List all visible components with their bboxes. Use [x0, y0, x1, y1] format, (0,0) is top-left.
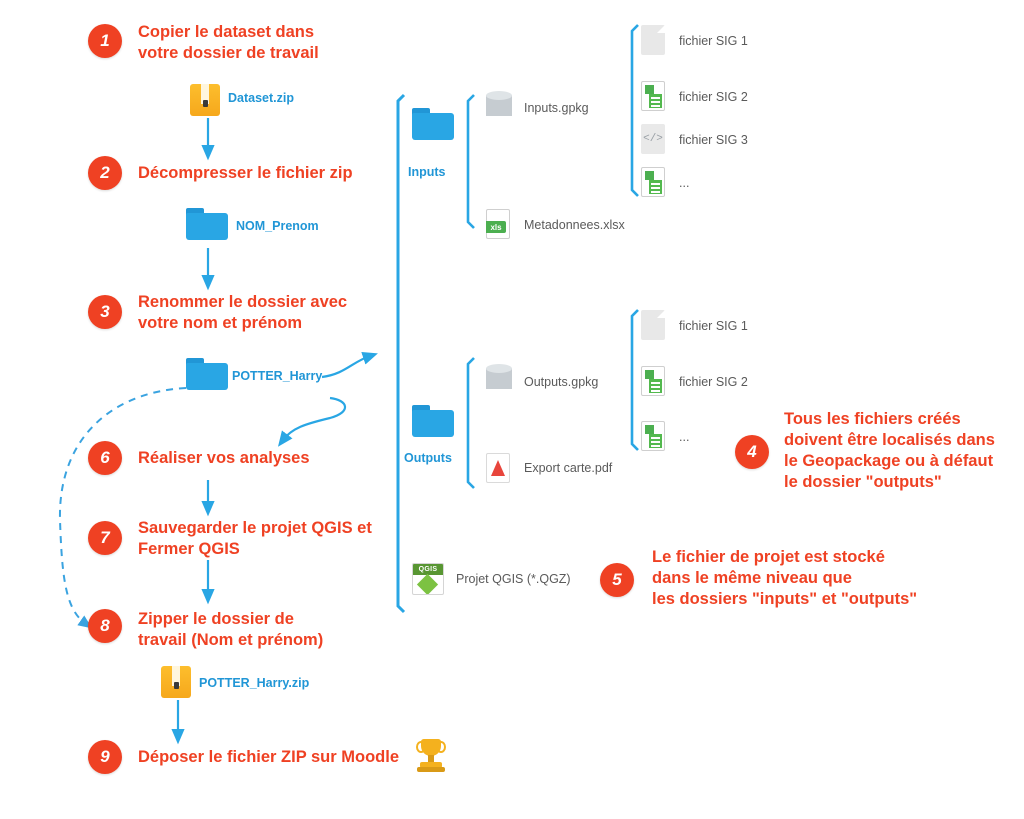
db-ellipse-bottom — [486, 380, 512, 389]
sig-output-label-2: fichier SIG 2 — [679, 375, 748, 389]
sig-input-label-2: fichier SIG 2 — [679, 90, 748, 104]
step-badge-7: 7 — [88, 521, 122, 555]
folder-nom-prenom-icon — [186, 208, 228, 240]
db-ellipse-bottom — [486, 107, 512, 116]
sig-input-doc-2-icon — [641, 81, 665, 111]
zip-file-icon — [190, 84, 220, 116]
sig-input-label-1: fichier SIG 1 — [679, 34, 748, 48]
step-text-5-line-2: dans le même niveau que — [652, 569, 852, 587]
step-text-4 — [784, 409, 1019, 493]
projet-qgis-icon — [412, 563, 444, 595]
step-text-5 — [652, 547, 952, 610]
sig-output-label-1: fichier SIG 1 — [679, 319, 748, 333]
step-text-8-line-2: travail (Nom et prénom) — [138, 631, 324, 649]
doc-marker — [645, 85, 654, 94]
inputs-gpkg-label: Inputs.gpkg — [524, 101, 589, 115]
db-ellipse-mid — [486, 372, 512, 381]
export-pdf-icon — [486, 453, 510, 483]
trophy-base-bottom — [417, 767, 445, 772]
step-text-7-line-1: Sauvegarder le projet QGIS et — [138, 519, 372, 537]
sig-input-doc-1-icon — [641, 25, 665, 55]
doc-sheet — [649, 434, 662, 448]
pdf-glyph — [491, 460, 505, 476]
export-pdf-label: Export carte.pdf — [524, 461, 613, 475]
sig-input-doc-3-icon: </> — [641, 124, 665, 154]
doc-marker — [645, 425, 654, 434]
step-text-5-line-1: Le fichier de projet est stocké — [652, 548, 885, 566]
folder-body — [186, 363, 228, 390]
sig-output-doc-1-icon — [641, 310, 665, 340]
folder-inputs-label: Inputs — [408, 165, 446, 179]
step-text-3-line-2: votre nom et prénom — [138, 314, 303, 332]
sig-output-label-3: ... — [679, 430, 690, 444]
metadonnees-label: Metadonnees.xlsx — [524, 218, 625, 232]
step-text-1 — [138, 22, 378, 64]
folder-outputs-label: Outputs — [404, 451, 452, 465]
step-badge-5: 5 — [600, 563, 634, 597]
step-text-3-line-1: Renommer le dossier avec — [138, 293, 348, 311]
sig-output-doc-2-icon — [641, 366, 665, 396]
doc-sheet — [649, 379, 662, 393]
step-text-4-line-3: le Geopackage ou à défaut — [784, 452, 994, 470]
outputs-gpkg-icon — [486, 364, 512, 394]
step-badge-6: 6 — [88, 441, 122, 475]
step-text-9: Déposer le fichier ZIP sur Moodle — [138, 748, 400, 766]
db-ellipse-top — [486, 91, 512, 100]
outputs-gpkg-label: Outputs.gpkg — [524, 375, 599, 389]
step-text-7 — [138, 518, 398, 560]
db-ellipse-top — [486, 364, 512, 373]
step-badge-9: 9 — [88, 740, 122, 774]
sig-input-label-3: fichier SIG 3 — [679, 133, 748, 147]
step-badge-4: 4 — [735, 435, 769, 469]
step-text-8-line-1: Zipper le dossier de — [138, 610, 294, 628]
inputs-gpkg-icon — [486, 91, 512, 121]
zip-potter-label: POTTER_Harry.zip — [199, 676, 310, 690]
step-text-2: Décompresser le fichier zip — [138, 164, 353, 182]
xls-badge: xls — [486, 221, 506, 233]
step-text-4-line-2: doivent être localisés dans — [784, 431, 995, 449]
folder-body — [412, 410, 454, 437]
step-text-8 — [138, 609, 368, 651]
folder-body — [412, 113, 454, 140]
folder-nom-prenom-label: NOM_Prenom — [236, 219, 319, 233]
step-text-1-line-1: Copier le dataset dans — [138, 23, 315, 41]
trophy-icon — [414, 737, 448, 773]
folder-body — [186, 213, 228, 240]
sig-input-doc-4-icon — [641, 167, 665, 197]
step-badge-8: 8 — [88, 609, 122, 643]
metadonnees-xlsx-icon — [486, 209, 510, 239]
folder-potter-label: POTTER_Harry — [232, 369, 323, 383]
trophy-stem — [428, 755, 434, 762]
sig-input-label-4: ... — [679, 176, 690, 190]
projet-qgis-label: Projet QGIS (*.QGZ) — [456, 572, 571, 586]
qgis-diamond — [417, 574, 438, 595]
step-text-1-line-2: votre dossier de travail — [138, 44, 319, 62]
step-badge-3: 3 — [88, 295, 122, 329]
step-text-3 — [138, 292, 388, 334]
step-badge-1: 1 — [88, 24, 122, 58]
sig-output-doc-3-icon — [641, 421, 665, 451]
step-text-4-line-1: Tous les fichiers créés — [784, 410, 961, 428]
step-badge-2: 2 — [88, 156, 122, 190]
doc-marker — [645, 370, 654, 379]
step-text-7-line-2: Fermer QGIS — [138, 540, 240, 558]
zip-potter-icon — [161, 666, 191, 698]
step-text-6: Réaliser vos analyses — [138, 449, 310, 467]
doc-marker — [645, 171, 654, 180]
folder-outputs-icon — [412, 405, 454, 437]
step-text-4-line-4: le dossier "outputs" — [784, 473, 942, 491]
folder-potter-icon — [186, 358, 228, 390]
doc-sheet — [649, 180, 662, 194]
doc-sheet — [649, 94, 662, 108]
trophy-cup — [421, 739, 441, 756]
dataset-zip-label: Dataset.zip — [228, 91, 294, 105]
folder-inputs-icon — [412, 108, 454, 140]
qgis-badge: QGIS — [413, 564, 443, 575]
step-text-5-line-3: les dossiers "inputs" et "outputs" — [652, 590, 918, 608]
db-ellipse-mid — [486, 99, 512, 108]
